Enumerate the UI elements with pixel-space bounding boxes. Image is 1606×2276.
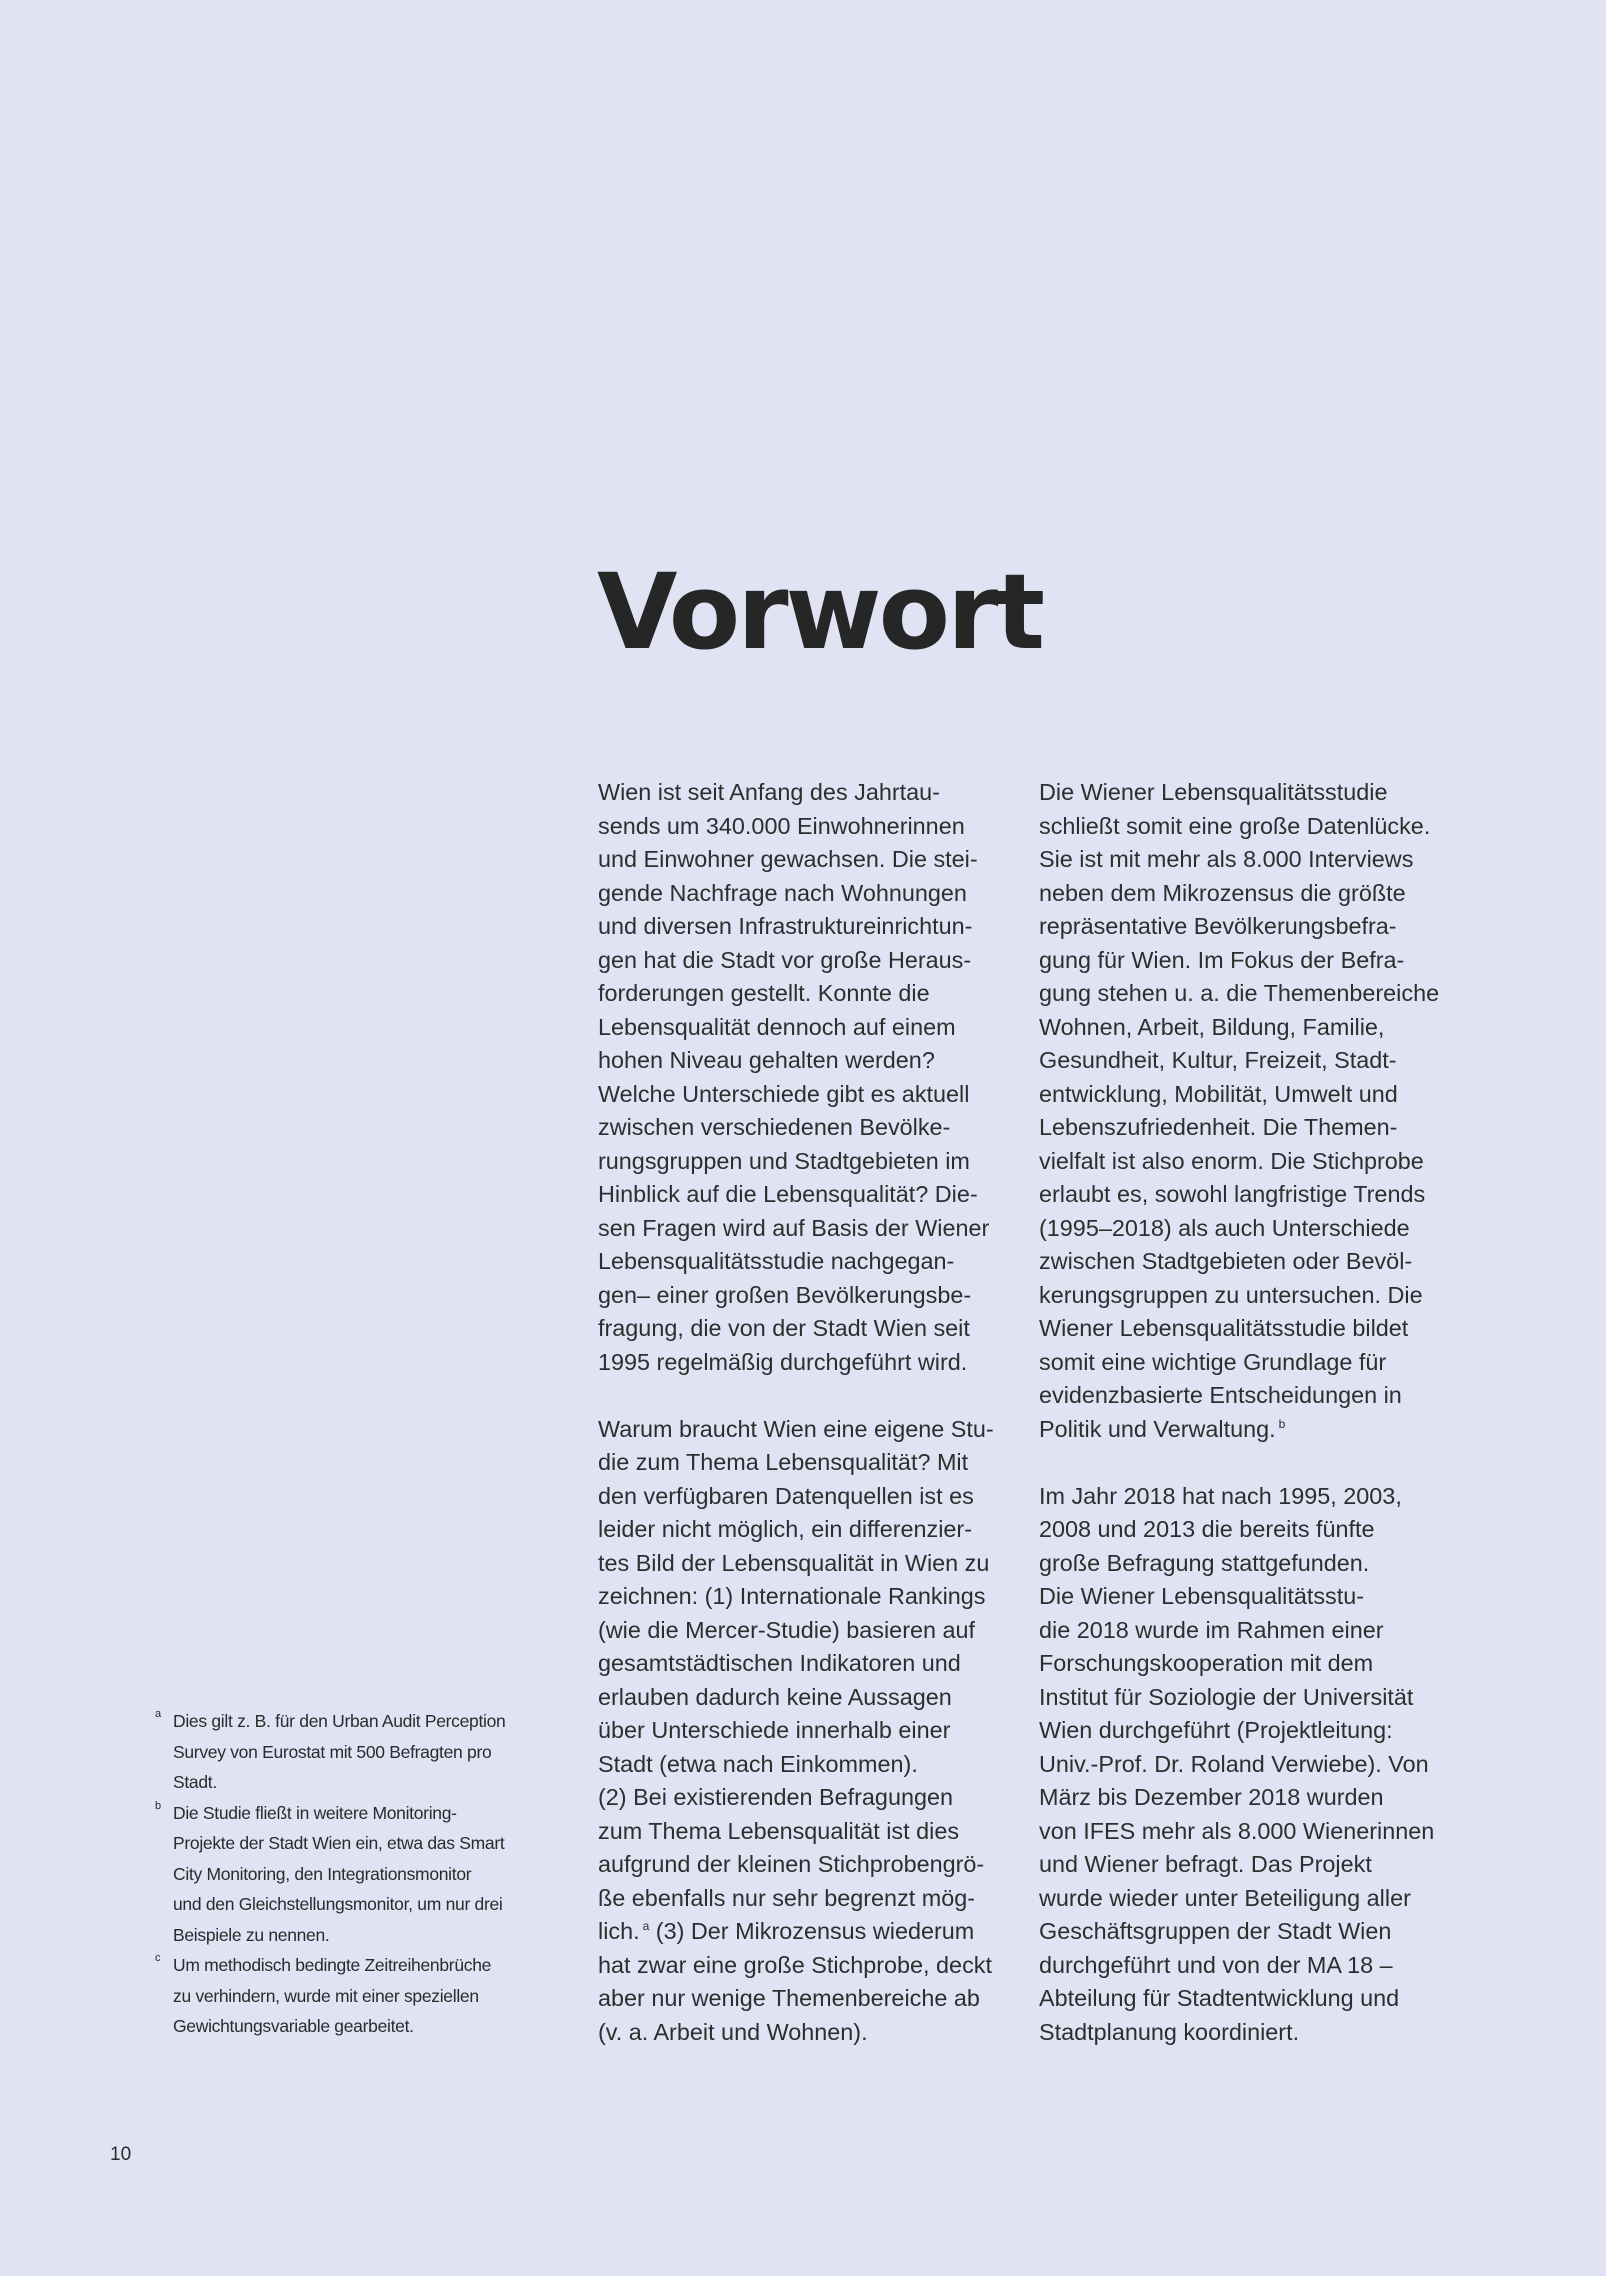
text-line: (2) Bei existierenden Befragungen — [598, 1784, 953, 1810]
text-line: 1995 regelmäßig durchgeführt wird. — [598, 1348, 968, 1375]
text-line: vielfalt ist also enorm. Die Stichprobe — [1039, 1147, 1424, 1174]
text-line: leider nicht möglich, ein differenzier- — [598, 1516, 972, 1542]
text-line: Warum braucht Wien eine eigene Stu- — [598, 1415, 994, 1442]
paragraph-gap — [598, 1379, 1028, 1413]
text-fragment: lich. — [598, 1918, 640, 1944]
text-line: evidenzbasierte Entscheidungen in — [1039, 1382, 1402, 1408]
text-line: die zum Thema Lebensqualität? Mit — [598, 1449, 969, 1475]
text-line: die 2018 wurde im Rahmen einer — [1039, 1616, 1384, 1643]
text-line: Wiener Lebensqualitätsstudie bildet — [1039, 1315, 1409, 1341]
text-line: gesamtstädtischen Indikatoren und — [598, 1650, 961, 1676]
study-paragraph — [1039, 776, 1469, 1446]
text-line: Die Wiener Lebensqualitätsstu- — [1039, 1583, 1365, 1609]
text-line: den verfügbaren Datenquellen ist es — [598, 1482, 974, 1509]
text-line: über Unterschiede innerhalb einer — [598, 1717, 951, 1743]
text-line: und Einwohner gewachsen. Die stei- — [598, 846, 978, 872]
text-line: entwicklung, Mobilität, Umwelt und — [1039, 1080, 1398, 1107]
text-line: von IFES mehr als 8.000 Wienerinnen — [1039, 1817, 1435, 1844]
text-line: und Wiener befragt. Das Projekt — [1039, 1851, 1372, 1877]
text-line: gende Nachfrage nach Wohnungen — [598, 879, 967, 906]
footnote-a — [155, 1706, 535, 1798]
footnote-line: Gewichtungsvariable gearbeitet. — [173, 2016, 414, 2036]
footnote-line: und den Gleichstellungsmonitor, um nur drei — [173, 1894, 503, 1914]
text-line: Lebenszufriedenheit. Die Themen- — [1039, 1114, 1398, 1140]
text-line: sen Fragen wird auf Basis der Wiener — [598, 1214, 990, 1241]
text-column-left — [598, 776, 1028, 2049]
text-line: zwischen Stadtgebieten oder Bevöl- — [1039, 1248, 1413, 1274]
footnote-line: Beispiele zu nennen. — [173, 1924, 330, 1945]
text-line: Stadtplanung koordiniert. — [1039, 2018, 1300, 2045]
text-line: gung stehen u. a. die Themenbereiche — [1039, 980, 1440, 1006]
text-line: durchgeführt und von der MA 18 – — [1039, 1951, 1393, 1978]
text-line: Wien ist seit Anfang des Jahrtau- — [598, 779, 940, 805]
text-line: Wohnen, Arbeit, Bildung, Familie, — [1039, 1013, 1385, 1040]
page-title: Vorwort — [597, 551, 1043, 673]
rationale-paragraph — [598, 1413, 1028, 2050]
text-line: gung für Wien. Im Fokus der Befra- — [1039, 946, 1405, 973]
text-line: Institut für Soziologie der Universität — [1039, 1683, 1414, 1710]
footnote-line: Survey von Eurostat mit 500 Befragten pro — [173, 1741, 492, 1762]
survey-paragraph — [1039, 1480, 1469, 2050]
footnote-marker: a — [155, 1708, 162, 1720]
text-line: fragung, die von der Stadt Wien seit — [598, 1315, 970, 1341]
text-line: ße ebenfalls nur sehr begrenzt mög- — [598, 1884, 976, 1911]
text-line: Univ.-Prof. Dr. Roland Verwiebe). Von — [1039, 1750, 1429, 1777]
footnote-line: Die Studie fließt in weitere Monitoring- — [173, 1802, 457, 1823]
footnote-line: zu verhindern, wurde mit einer speziellen — [173, 1985, 479, 2006]
text-line: sends um 340.000 Einwohnerinnen — [598, 812, 965, 839]
text-line: zum Thema Lebensqualität ist dies — [598, 1817, 960, 1844]
text-line: forderungen gestellt. Konnte die — [598, 980, 930, 1006]
footnote-line: Stadt. — [173, 1772, 217, 1792]
intro-paragraph — [598, 776, 1028, 1379]
text-line: Gesundheit, Kultur, Freizeit, Stadt- — [1039, 1047, 1397, 1073]
text-line: repräsentative Bevölkerungsbefra- — [1039, 913, 1397, 939]
text-line: zwischen verschiedenen Bevölke- — [598, 1114, 951, 1140]
text-line: schließt somit eine große Datenlücke. — [1039, 812, 1431, 839]
text-line: somit eine wichtige Grundlage für — [1039, 1348, 1387, 1375]
text-line: Welche Unterschiede gibt es aktuell — [598, 1080, 970, 1107]
text-line: aber nur wenige Themenbereiche ab — [598, 1985, 980, 2011]
text-line: Abteilung für Stadtentwicklung und — [1039, 1985, 1400, 2011]
paragraph-gap — [1039, 1446, 1469, 1480]
text-line: kerungsgruppen zu untersuchen. Die — [1039, 1281, 1423, 1308]
footnote-reference-b[interactable]: b — [1278, 1416, 1286, 1431]
text-line: Die Wiener Lebensqualitätsstudie — [1039, 779, 1388, 805]
footnote-marker: c — [155, 1952, 161, 1964]
footnote-c — [155, 1950, 535, 2042]
text-fragment: Politik und Verwaltung. — [1039, 1415, 1276, 1442]
text-line: Hinblick auf die Lebensqualität? Die- — [598, 1181, 978, 1207]
footnote-line: City Monitoring, den Integrationsmonitor — [173, 1863, 472, 1884]
text-line: aufgrund der kleinen Stichprobengrö- — [598, 1851, 985, 1877]
footnote-marker: b — [155, 1799, 162, 1812]
text-line: Lebensqualität dennoch auf einem — [598, 1013, 956, 1040]
text-line-with-footnote — [1039, 1413, 1469, 1447]
text-line: hohen Niveau gehalten werden? — [598, 1047, 935, 1073]
text-line: (wie die Mercer-Studie) basieren auf — [598, 1616, 976, 1643]
text-line: (1995–2018) als auch Unterschiede — [1039, 1214, 1410, 1241]
text-line: Lebensqualitätsstudie nachgegan- — [598, 1248, 955, 1274]
text-fragment: (3) Der Mikrozensus wiederum — [649, 1918, 975, 1944]
text-line: 2008 und 2013 die bereits fünfte — [1039, 1516, 1375, 1542]
text-line: März bis Dezember 2018 wurden — [1039, 1784, 1384, 1810]
text-line: erlauben dadurch keine Aussagen — [598, 1683, 952, 1710]
footnotes — [155, 1706, 535, 2042]
text-line: große Befragung stattgefunden. — [1039, 1549, 1370, 1576]
text-line: Forschungskooperation mit dem — [1039, 1650, 1374, 1676]
text-line: rungsgruppen und Stadtgebieten im — [598, 1147, 970, 1174]
page-number: 10 — [110, 2144, 132, 2165]
text-line: (v. a. Arbeit und Wohnen). — [598, 2018, 868, 2045]
footnote-line: Dies gilt z. B. für den Urban Audit Perception — [173, 1711, 506, 1731]
text-line: Stadt (etwa nach Einkommen). — [598, 1750, 918, 1777]
text-line: erlaubt es, sowohl langfristige Trends — [1039, 1181, 1426, 1207]
text-column-right — [1039, 776, 1469, 2049]
text-line: hat zwar eine große Stichprobe, deckt — [598, 1951, 992, 1978]
text-line: Sie ist mit mehr als 8.000 Interviews — [1039, 846, 1414, 872]
text-line: gen– einer großen Bevölkerungsbe- — [598, 1281, 972, 1308]
text-line: zeichnen: (1) Internationale Rankings — [598, 1583, 986, 1609]
text-line: neben dem Mikrozensus die größte — [1039, 879, 1406, 906]
footnote-line: Um methodisch bedingte Zeitreihenbrüche — [173, 1955, 492, 1975]
text-line: Wien durchgeführt (Projektleitung: — [1039, 1717, 1393, 1743]
text-line: Im Jahr 2018 hat nach 1995, 2003, — [1039, 1482, 1402, 1509]
text-line: gen hat die Stadt vor große Heraus- — [598, 946, 972, 973]
text-line: Geschäftsgruppen der Stadt Wien — [1039, 1918, 1392, 1944]
text-line: tes Bild der Lebensqualität in Wien zu — [598, 1549, 990, 1576]
text-line: und diversen Infrastruktureinrichtun- — [598, 913, 973, 939]
text-line-with-footnote — [598, 1915, 1028, 1949]
footnote-line: Projekte der Stadt Wien ein, etwa das Smart — [173, 1833, 505, 1853]
footnote-reference-a[interactable]: a — [642, 1919, 650, 1933]
text-line: wurde wieder unter Beteiligung aller — [1039, 1884, 1411, 1911]
footnote-b — [155, 1798, 535, 1951]
